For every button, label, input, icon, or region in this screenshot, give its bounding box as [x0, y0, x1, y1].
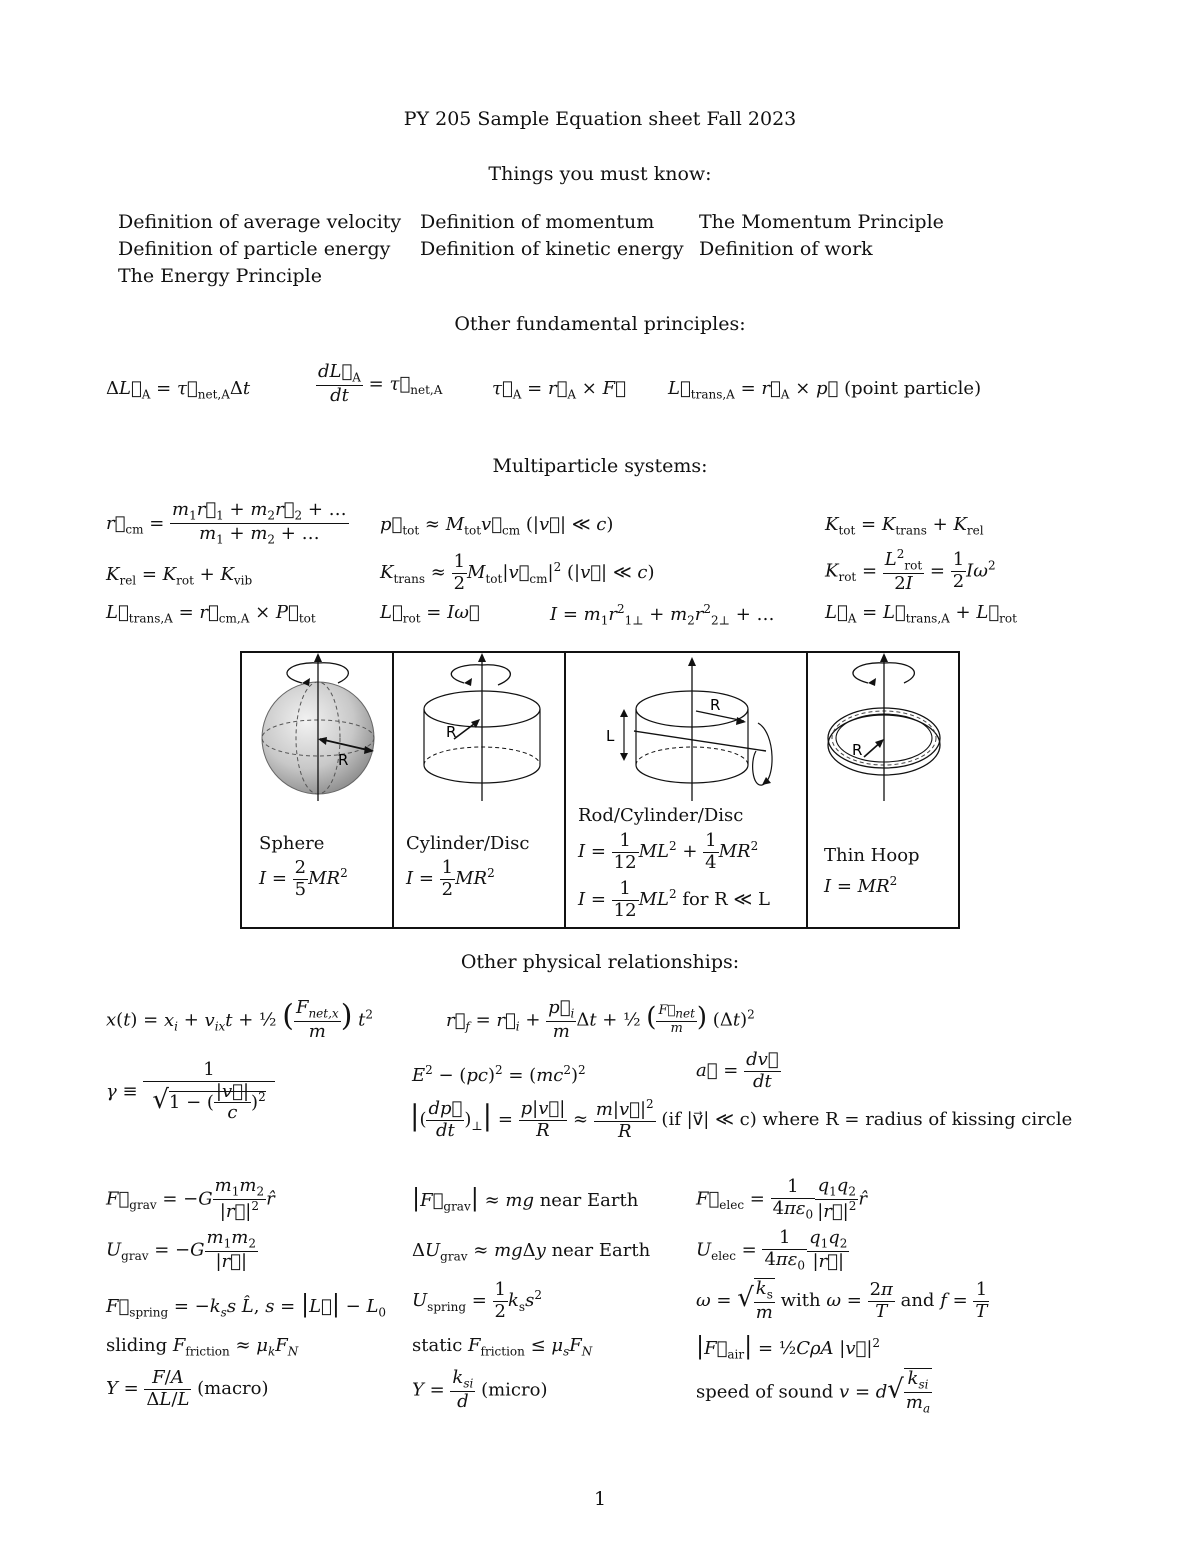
sphere-label: Sphere	[259, 833, 325, 854]
position-kinematics-eq: $x(t) = x_i + v_{ix}t$ + ½ ( $\frac{F_{net,x}}{m}$ ) $t^2$	[106, 997, 374, 1043]
translational-angular-momentum-eq: $L⃗_{trans,A}$ = $r⃗_A$ × p⃗ (point particle)	[668, 378, 982, 402]
total-angular-momentum-eq: $L⃗_A$ = $L⃗_{trans,A}$ + $L⃗_{rot}$	[825, 602, 1017, 626]
potential-near-earth-eq: $\Delta U_{grav} \approx mg\Delta y$ near Earth	[412, 1240, 651, 1264]
youngs-modulus-macro-eq: Y = $\frac{F/A}{\Delta L/L}$ (macro)	[106, 1367, 269, 1410]
total-momentum-eq: $p⃗_{tot}$ ≈ $M_{tot}v⃗_{cm}$ (|v⃗| ≪ c)	[380, 514, 614, 538]
perpendicular-force-eq: |( $\frac{dp⃗}{dt}$ )$_\perp|$ = $\frac{p|v⃗|}{R}$ ≈ $\frac{m|v⃗|^2}{R}$ (if |v⃗| ≪ c) where R = radius of kissing circle	[410, 1097, 1073, 1142]
rod-approx-note: for R ≪ L	[682, 889, 770, 911]
gamma-eq: γ ≡ 1 √1 − ( $\frac{|v⃗|}{c}$ )$^2$	[106, 1060, 275, 1124]
torque-eq: $\tau⃗_A$ = $r⃗_A$ × F⃗	[492, 378, 626, 402]
cylinder-inertia-eq: I = $\frac{1}{2}$ $MR^2$	[406, 857, 495, 900]
micro-note: (micro)	[481, 1379, 548, 1401]
moment-of-inertia-sum-eq: $I = m_1r^2_{1\perp} + m_2r^2_{2\perp}$ + …	[550, 602, 775, 628]
relative-kinetic-energy-eq: $K_{rel} = K_{rot} + K_{vib}$	[106, 564, 253, 588]
kissing-circle-note: (if |v⃗| ≪ c) where R = radius of kissing circle	[661, 1109, 1073, 1131]
angular-impulse-eq: $\Delta L⃗_A$ = $\tau⃗_{net,A}\Delta t$	[106, 378, 251, 402]
static-friction-eq: static $F_{friction} \le \mu_sF_N$	[412, 1335, 593, 1359]
rod-length-label: L	[606, 727, 615, 745]
youngs-modulus-micro-eq: Y = $\frac{k_{si}}{d}$ (micro)	[412, 1367, 548, 1413]
speed-of-sound-label: speed of sound	[696, 1381, 834, 1403]
must-know-item: The Momentum Principle	[699, 211, 944, 233]
rotational-kinetic-energy-eq: $K_{rot}$ = $\frac{L^2_{rot}}{2I}$ = $\frac{1}{2}$ $I\omega^2$	[825, 547, 996, 595]
rod-radius-label: R	[710, 696, 721, 714]
rod-cell	[565, 652, 807, 928]
rod-inertia-eq: I = $\frac{1}{12}$ $ML^2$ + $\frac{1}{4}$ $MR^2$	[578, 830, 759, 873]
with-word: with	[780, 1290, 821, 1312]
sphere-cell	[241, 652, 393, 928]
rotational-angular-momentum-eq: $L⃗_{rot}$ = Iω⃗	[380, 602, 480, 626]
sphere-inertia-eq: I = $\frac{2}{5}$ $MR^2$	[259, 857, 348, 900]
sphere-diagram	[242, 653, 392, 803]
gravity-near-earth-eq: $|F⃗_{grav}|$ ≈ mg near Earth	[412, 1184, 639, 1214]
electric-potential-energy-eq: $U_{elec}$ = $\frac{1}{4\pi\varepsilon_0}$ $\frac{q_1q_2}{|r⃗|}$	[696, 1227, 848, 1273]
speed-of-sound-eq: speed of sound v = d√ $\frac{k_{si}}{m_a}$	[696, 1368, 931, 1416]
and-word: and	[900, 1290, 935, 1312]
near-earth-note-2: near Earth	[551, 1240, 651, 1261]
hoop-label: Thin Hoop	[824, 845, 920, 866]
total-kinetic-energy-eq: $K_{tot} = K_{trans} + K_{rel}$	[825, 514, 984, 538]
page-number: 1	[593, 1488, 607, 1510]
sphere-radius-label: R	[338, 751, 349, 769]
hoop-inertia-eq: $I = MR^2$	[824, 874, 898, 897]
cylinder-radius-label: R	[446, 723, 457, 741]
gravitational-force-eq: $F⃗_{grav} = -G$ $\frac{m_1m_2}{|r⃗|^2}$ r̂	[106, 1175, 275, 1223]
page-title: PY 205 Sample Equation sheet Fall 2023	[403, 108, 797, 130]
other-physical-heading: Other physical relationships:	[460, 951, 740, 973]
energy-momentum-eq: $E^2 - (pc)^2 = (mc^2)^2$	[412, 1063, 586, 1086]
rod-label: Rod/Cylinder/Disc	[578, 805, 744, 826]
must-know-item: The Energy Principle	[118, 265, 322, 287]
angular-momentum-principle-eq: $\frac{dL⃗_A}{dt}$ = $\tau⃗_{net,A}$	[318, 361, 443, 407]
cylinder-cell	[393, 652, 565, 928]
translational-kinetic-energy-eq: $K_{trans}$ ≈ $\frac{1}{2}$ $M_{tot}|v⃗_{cm}|^2$ (|v⃗| ≪ c)	[380, 551, 655, 594]
sliding-word: sliding	[106, 1335, 168, 1356]
rod-diagram	[566, 653, 806, 803]
spring-force-eq: $F⃗_{spring} = -k_ss$ L̂, s = |L⃗| − $L_0$	[106, 1290, 387, 1320]
static-word: static	[412, 1335, 463, 1356]
must-know-item: Definition of work	[699, 238, 873, 260]
multiparticle-heading: Multiparticle systems:	[492, 455, 708, 477]
must-know-item: Definition of average velocity	[118, 211, 402, 233]
electric-force-eq: $F⃗_{elec}$ = $\frac{1}{4\pi\varepsilon_0}$ $\frac{q_1q_2}{|r⃗|^2}$ r̂	[696, 1175, 867, 1223]
center-of-mass-eq: $r⃗_{cm}$ = $\frac{m_1r⃗_1 + m_2r⃗_2 + \dots}{m_1 + m_2 + \dots}$	[106, 499, 347, 547]
moment-of-inertia-table	[240, 651, 960, 929]
gravitational-potential-energy-eq: $U_{grav} = -G$ $\frac{m_1m_2}{|r⃗|}$	[106, 1227, 256, 1273]
air-resistance-eq: $|F⃗_{air}|$ = ½CρA $|v⃗|^2$	[696, 1332, 881, 1362]
must-know-item: Definition of kinetic energy	[420, 238, 684, 260]
trans-angular-momentum-cm-eq: $L⃗_{trans,A}$ = $r⃗_{cm,A}$ × $P⃗_{tot}$	[106, 602, 316, 626]
rod-inertia-approx-eq: I = $\frac{1}{12}$ $ML^2$ for R ≪ L	[578, 878, 770, 921]
spring-potential-energy-eq: $U_{spring}$ = $\frac{1}{2}$ $k_ss^2$	[412, 1279, 542, 1322]
angular-frequency-eq: ω = √ $\frac{k_s}{m}$ with ω = $\frac{2\pi}{T}$ and f = $\frac{1}{T}$	[696, 1278, 988, 1324]
macro-note: (macro)	[197, 1378, 269, 1400]
sliding-friction-eq: sliding $F_{friction} \approx \mu_kF_N$	[106, 1335, 299, 1359]
hoop-diagram	[808, 653, 958, 803]
point-particle-note: (point particle)	[844, 378, 982, 399]
acceleration-eq: a⃗ = $\frac{dv⃗}{dt}$	[696, 1049, 779, 1092]
near-earth-note: near Earth	[539, 1190, 639, 1211]
fundamental-heading: Other fundamental principles:	[454, 313, 746, 335]
must-know-item: Definition of momentum	[420, 211, 655, 233]
must-know-heading: Things you must know:	[488, 163, 712, 185]
must-know-item: Definition of particle energy	[118, 238, 391, 260]
cylinder-diagram	[394, 653, 564, 803]
hoop-cell	[807, 652, 959, 928]
hoop-radius-label: R	[852, 741, 863, 759]
cylinder-label: Cylinder/Disc	[406, 833, 530, 854]
vector-position-kinematics-eq: $r⃗_f$ = $r⃗_i$ + $\frac{p⃗_i}{m}$ Δt + ½ ( $\frac{F⃗_{net}}{m}$ ) $(\Delta t)^2$	[446, 997, 755, 1043]
